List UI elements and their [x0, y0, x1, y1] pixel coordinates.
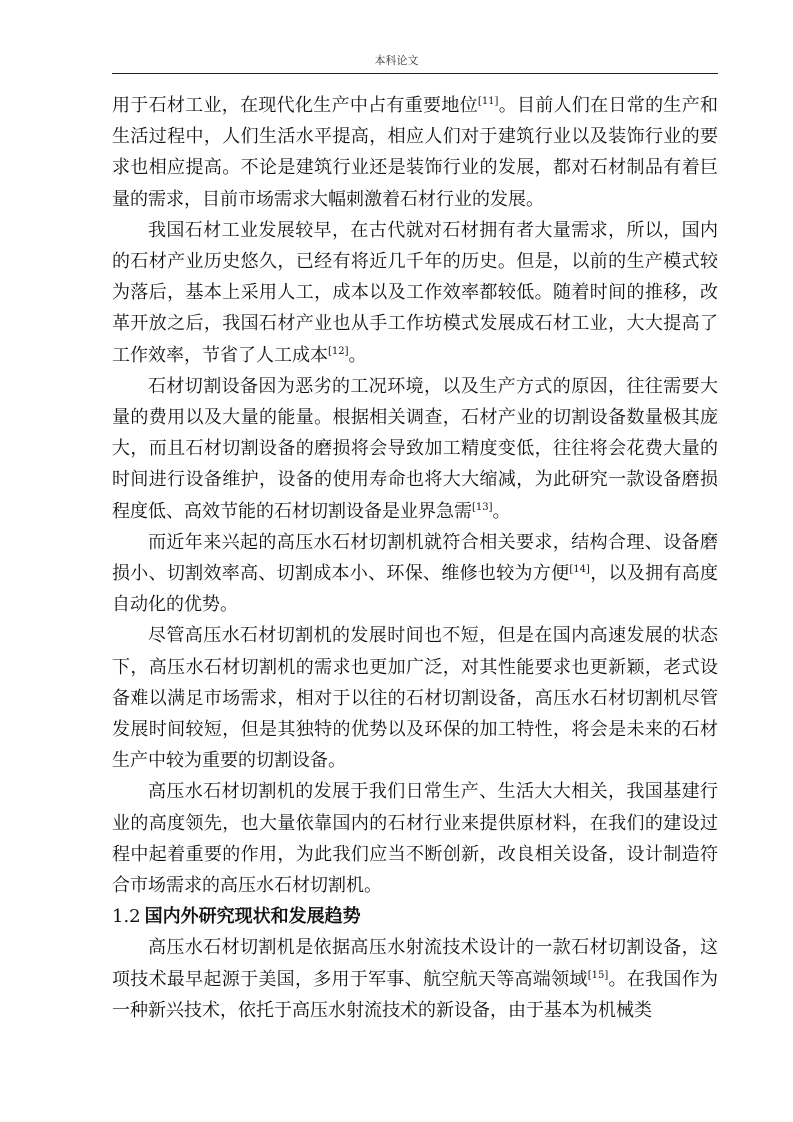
- paragraph-text: 高压水石材切割机的发展于我们日常生产、生活大大相关，我国基建行业的高度领先，也大量依靠国内的石材行业来提供原材料，在我们的建设过程中起着重要的作用，为此我们应当不断创新，改良相关设备，设计制造符合市场需求的高压水石材切割机。: [112, 781, 718, 897]
- body-paragraph: [112, 371, 718, 527]
- paragraph-text: 我国石材工业发展较早，在古代就对石材拥有者大量需求，所以，国内的石材产业历史悠久，已经有将近几千年的历史。但是，以前的生产模式较为落后，基本上采用人工，成本以及工作效率都较低。随着时间的推移，改革开放之后，我国石材产业也从手工作坊模式发展成石材工业，大大提高了工作效率，节省了人工成本: [112, 219, 718, 366]
- body-paragraph: [112, 776, 718, 901]
- document-body: [112, 90, 718, 1026]
- body-paragraph: [112, 932, 718, 1026]
- body-paragraph: [112, 527, 718, 621]
- paragraph-text: 用于石材工业，在现代化生产中占有重要地位: [112, 95, 478, 116]
- body-paragraph: [112, 215, 718, 371]
- citation-marker: [13]: [472, 501, 493, 513]
- paragraph-text: 石材切割设备因为恶劣的工况环境，以及生产方式的原因，往往需要大量的费用以及大量的能量。根据相关调查，石材产业的切割设备数量极其庞大，而且石材切割设备的磨损将会导致加工精度变低，往往将会花费大量的时间进行设备维护，设备的使用寿命也将大大缩减，为此研究一款设备磨损程度低、高效节能的石材切割设备是业界急需: [112, 375, 718, 522]
- citation-marker: [15]: [587, 969, 609, 981]
- paragraph-text: 。: [492, 500, 511, 522]
- body-paragraph: [112, 90, 718, 215]
- page-header: 本科论文: [374, 54, 419, 67]
- paragraph-text: 。: [348, 344, 367, 366]
- intro-paragraphs: [112, 90, 718, 901]
- section-number: 1.2: [112, 906, 141, 928]
- citation-marker: [11]: [477, 96, 499, 107]
- paragraph-text: ，以及拥有高度自动化的优势。: [112, 563, 719, 616]
- paragraph-text: 尽管高压水石材切割机的发展时间也不短，但是在国内高速发展的状态下，高压水石材切割机的需求也更加广泛，对其性能要求也更新颖，老式设备难以满足市场需求，相对于以往的石材切割设备，高压水石材切割机尽管发展时间较短，但是其独特的优势以及环保的加工特性，将会是未来的石材生产中较为重要的切割设备。: [112, 625, 718, 772]
- header-divider: [112, 73, 718, 74]
- section-paragraphs: [112, 932, 718, 1026]
- paragraph-text: 高压水石材切割机是依据高压水射流技术设计的一款石材切割设备，这项技术最早起源于美国，多用于军事、航空航天等高端领域: [112, 937, 718, 990]
- section-heading: [112, 901, 718, 932]
- section-title: 国内外研究现状和发展趋势: [144, 906, 361, 928]
- paragraph-text: 而近年来兴起的高压水石材切割机就符合相关要求，结构合理、设备磨损小、切割效率高、切割成本小、环保、维修也较为方便: [112, 531, 718, 585]
- paragraph-text: 。在我国作为一种新兴技术，依托于高压水射流技术的新设备，由于基本为机械类: [112, 968, 719, 1021]
- body-paragraph: [112, 620, 718, 776]
- citation-marker: [12]: [328, 345, 349, 357]
- citation-marker: [14]: [569, 564, 590, 576]
- paragraph-text: 。目前人们在日常的生产和生活过程中，人们生活水平提高，相应人们对于建筑行业以及装饰行业的要求也相应提高。不论是建筑行业还是装饰行业的发展，都对石材制品有着巨量的需求，目前市场需求大幅刺激着石材行业的发展。: [112, 95, 719, 210]
